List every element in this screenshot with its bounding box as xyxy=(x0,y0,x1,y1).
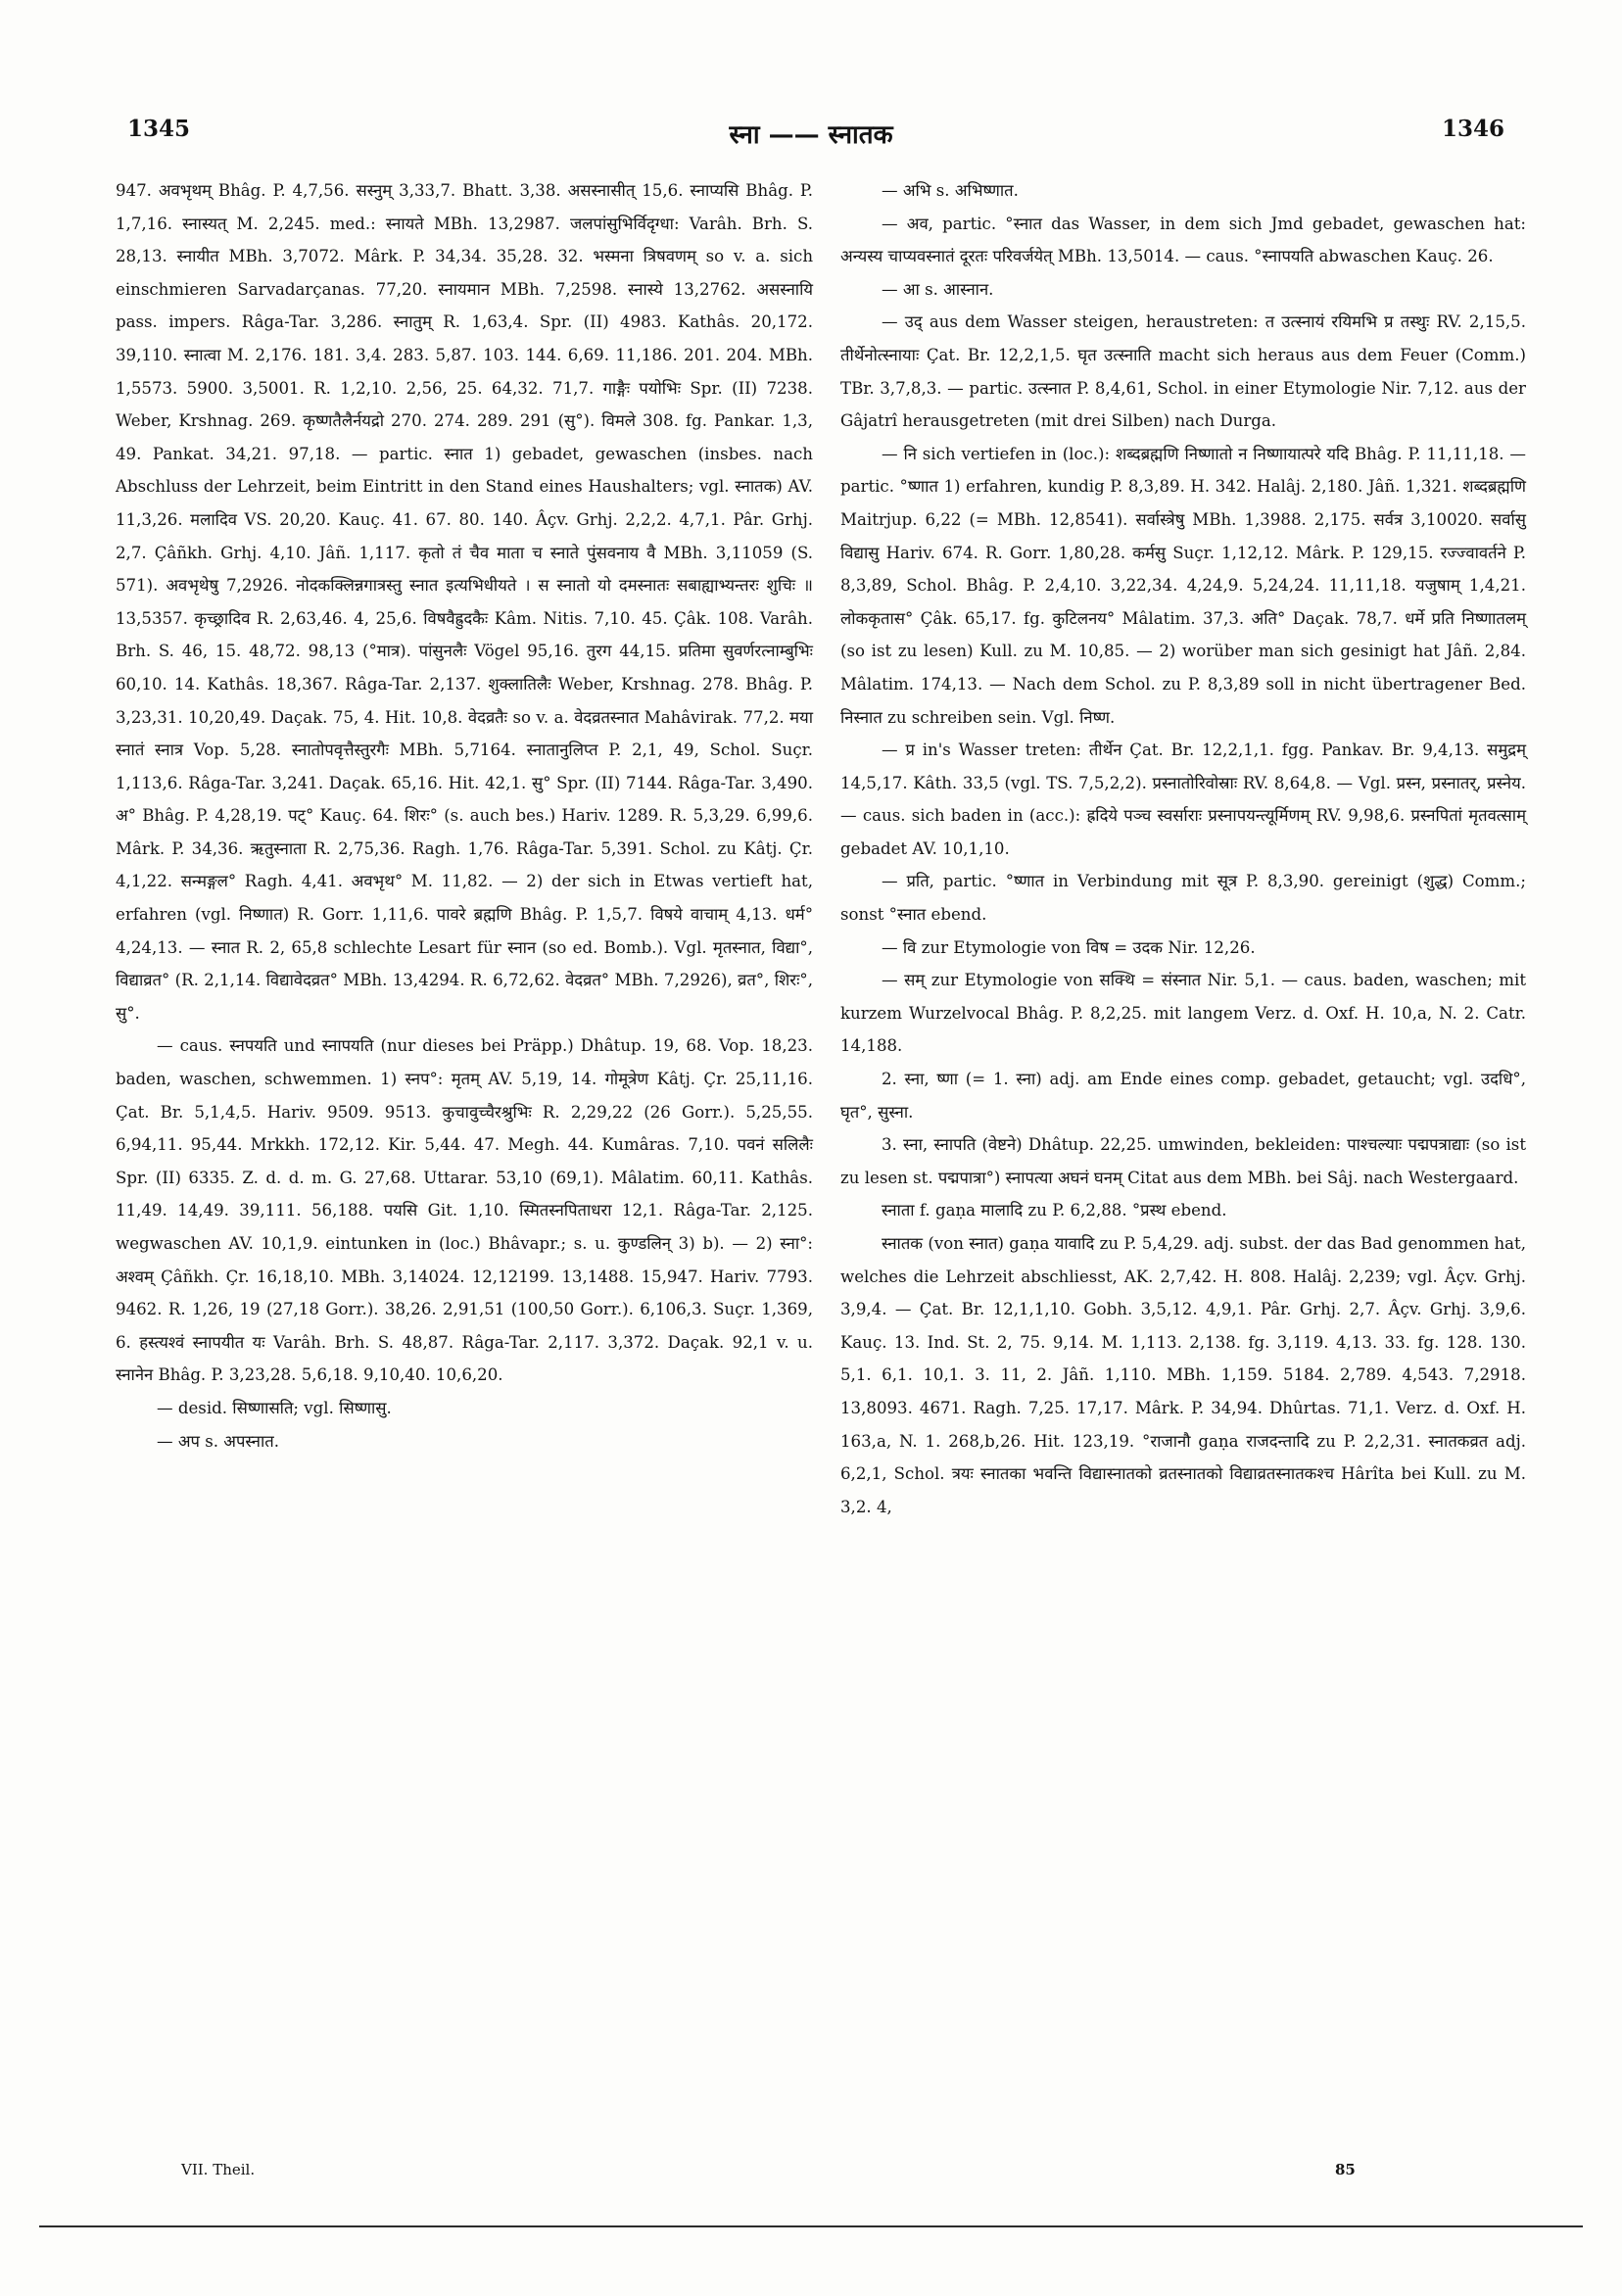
entry-paragraph: 947. अवभृथम् Bhâg. P. 4,7,56. सस्नुम् 3,33,7. Bhatt. 3,38. असस्नासीत् 15,6. स्नाप्यसि Bhâg. P. 1,7,16. स्नास्यत् M. 2,245. med.: स्नायते MBh. 13,2987. जलपांसुभिर्विदृग्धा: Varâh. Brh. S. 28,13. स्नायीत MBh. 3,7072. Mârk. P. 34,34. 35,28. 32. भस्मना त्रिषवणम् so v. a. sich einschmieren Sarvadarçanas. 77,20. स्नायमान MBh. 7,2598. स्नास्ये 13,2762. असस्नायि pass. impers. Râga-Tar. 3,286. स्नातुम् R. 1,63,4. Spr. (II) 4983. Kathâs. 20,172. 39,110. स्नात्वा M. 2,176. 181. 3,4. 283. 5,87. 103. 144. 6,69. 11,186. 201. 204. MBh. 1,5573. 5900. 3,5001. R. 1,2,10. 2,56, 25. 64,32. 71,7. गाङ्गैः पयोभिः Spr. (II) 7238. Weber, Krshnag. 269. कृष्णतैलैर्नयद्रो 270. 274. 289. 291 (सु°). विमले 308. fg. Pankar. 1,3, 49. Pankat. 34,21. 97,18. — partic. स्नात 1) gebadet, gewaschen (insbes. nach Abschluss der Lehrzeit, beim Eintritt in den Stand eines Haushalters; vgl. स्नातक) AV. 11,3,26. मलादिव VS. 20,20. Kauç. 41. 67. 80. 140. Âçv. Grhj. 2,2,2. 4,7,1. Pâr. Grhj. 2,7. Çâñkh. Grhj. 4,10. Jâñ. 1,117. कृतो तं चैव माता च स्नाते पुंसवनाय वै MBh. 3,11059 (S. 571). अवभृथेषु 7,2926. नोदकक्लिन्नगात्रस्तु स्नात इत्यभिधीयते । स स्नातो यो दमस्नातः सबाह्याभ्यन्तरः शुचिः ॥ 13,5357. कृच्छ्रादिव R. 2,63,46. 4, 25,6. विषवैह्रुदकैः Kâm. Nitis. 7,10. 45. Çâk. 108. Varâh. Brh. S. 46, 15. 48,72. 98,13 (°मात्र). पांसुनलैः Vögel 95,16. तुरग 44,15. प्रतिमा सुवर्णरत्नाम्बुभिः 60,10. 14. Kathâs. 18,367. Râga-Tar. 2,137. शुक्लातिलैः Weber, Krshnag. 278. Bhâg. P. 3,23,31. 10,20,49. Daçak. 75, 4. Hit. 10,8. वेदव्रतैः so v. a. वेदव्रतस्नात Mahâvirak. 77,2. मया स्नातं स्नात्र Vop. 5,28. स्नातोपवृत्तैस्तुरगैः MBh. 5,7164. स्नातानुलिप्त P. 2,1, 49, Schol. Suçr. 1,113,6. Râga-Tar. 3,241. Daçak. 65,16. Hit. 42,1. सु° Spr. (II) 7144. Râga-Tar. 3,490. अ° Bhâg. P. 4,28,19. पट्° Kauç. 64. शिरः° (s. auch bes.) Hariv. 1289. R. 5,3,29. 6,99,6. Mârk. P. 34,36. ऋतुस्नाता R. 2,75,36. Ragh. 1,76. Râga-Tar. 5,391. Schol. zu Kâtj. Çr. 4,1,22. सन्मङ्गल° Ragh. 4,41. अवभृथ° M. 11,82. — 2) der sich in Etwas vertieft hat, erfahren (vgl. निष्णात) R. Gorr. 1,11,6. पावरे ब्रह्मणि Bhâg. P. 1,5,7. विषये वाचाम् 4,13. धर्म° 4,24,13. — स्नात R. 2, 65,8 schlechte Lesart für स्नान (so ed. Bomb.). Vgl. मृतस्नात, विद्या°, विद्याव्रत° (R. 2,1,14. विद्यावेदव्रत° MBh. 13,4294. R. 6,72,62. वेदव्रत° MBh. 7,2926), व्रत°, शिरः°, सु°. xyxy=(116,181,813,1023)
signature-mark: 85 xyxy=(1335,2161,1356,2178)
entry-paragraph: — desid. सिष्णासति; vgl. सिष्णासु. xyxy=(157,1398,392,1417)
running-header: स्ना —— स्नातक xyxy=(729,120,893,150)
entry-paragraph: — अप s. अपस्नात. xyxy=(157,1431,279,1451)
bottom-rule xyxy=(39,2225,1583,2227)
entry-paragraph: — अभि s. अभिष्णात. xyxy=(882,181,1019,200)
page-number-right: 1346 xyxy=(1441,116,1504,142)
page-number-left: 1345 xyxy=(127,116,191,142)
entry-paragraph: — प्र in's Wasser treten: तीर्थेन Çat. Br. 12,2,1,1. fgg. Pankav. Br. 9,4,13. समुद्रम् 14,5,17. Kâth. 33,5 (vgl. TS. 7,5,2,2). प्रस्नातोरिवोस्राः RV. 8,64,8. — Vgl. प्रस्न, प्रस्नातर्, प्रस्नेय. — caus. sich baden in (acc.): ह्रदिये पञ्च स्वर्साराः प्रस्नापयन्त्यूर्मिणम् RV. 9,98,6. प्रस्नपितां मृतवत्साम् gebadet AV. 10,1,10. xyxy=(840,741,1526,858)
volume-label: VII. Theil. xyxy=(181,2161,256,2178)
left-column xyxy=(116,174,813,1458)
entry-paragraph: — नि sich vertiefen in (loc.): शब्दब्रह्मणि निष्णातो न निष्णायात्परे यदि Bhâg. P. 11,11,18. — partic. °ष्णात 1) erfahren, kundig P. 8,3,89. H. 342. Halâj. 2,180. Jâñ. 1,321. शब्दब्रह्मणि Maitrjup. 6,22 (= MBh. 12,8541). सर्वास्त्रेषु MBh. 1,3988. 2,175. सर्वत्र 3,10020. सर्वासु विद्यासु Hariv. 674. R. Gorr. 1,80,28. कर्मसु Suçr. 1,12,12. Mârk. P. 129,15. रज्ज्वावर्तने P. 8,3,89, Schol. Bhâg. P. 2,4,10. 3,22,34. 4,24,9. 5,24,24. 11,11,18. यजुषाम् 1,4,21. लोककृतास° Çâk. 65,17. fg. कुटिलनय° Mâlatim. 37,3. अति° Daçak. 78,7. धर्मे प्रति निष्णातलम् (so ist zu lesen) Kull. zu M. 10,85. — 2) worüber man sich gesinigt hat Jâñ. 2,84. Mâlatim. 174,13. — Nach dem Schol. zu P. 8,3,89 soll in nicht übertragener Bed. निस्नात zu schreiben sein. Vgl. निष्ण. xyxy=(840,444,1526,727)
entry-paragraph: 2. स्ना, ष्णा (= 1. स्ना) adj. am Ende eines comp. gebadet, getaucht; vgl. उदधि°, घृत°, सुस्ना. xyxy=(840,1070,1526,1122)
entry-paragraph: — वि zur Etymologie von विष = उदक Nir. 12,26. xyxy=(882,937,1256,957)
entry-paragraph: स्नाता f. gaṇa मालादि zu P. 6,2,88. °प्रस्थ ebend. xyxy=(882,1201,1227,1220)
entry-paragraph: — उद् aus dem Wasser steigen, heraustreten: त उत्स्नायं रयिमभि प्र तस्थुः RV. 2,15,5. तीर्थेनोत्स्नायाः Çat. Br. 12,2,1,5. घृत उत्स्नाति macht sich heraus aus dem Feuer (Comm.) TBr. 3,7,8,3. — partic. उत्स्नात P. 8,4,61, Schol. in einer Etymologie Nir. 7,12. aus der Gâjatrî herausgetreten (mit drei Silben) nach Durga. xyxy=(840,312,1526,431)
entry-paragraph: — प्रति, partic. °ष्णात in Verbindung mit सूत्र P. 8,3,90. gereinigt (शुद्ध) Comm.; sonst °स्नात ebend. xyxy=(840,872,1526,925)
entry-paragraph: स्नातक (von स्नात) gaṇa यावादि zu P. 5,4,29. adj. subst. der das Bad genommen hat, welches die Lehrzeit abschliesst, AK. 2,7,42. H. 808. Halâj. 2,239; vgl. Âçv. Grhj. 3,9,4. — Çat. Br. 12,1,1,10. Gobh. 3,5,12. 4,9,1. Pâr. Grhj. 2,7. Âçv. Grhj. 3,9,6. Kauç. 13. Ind. St. 2, 75. 9,14. M. 1,113. 2,138. fg. 3,119. 4,13. 33. fg. 128. 130. 5,1. 6,1. 10,1. 3. 11, 2. Jâñ. 1,110. MBh. 1,159. 5184. 2,789. 4,543. 7,2918. 13,8093. 4671. Ragh. 7,25. 17,17. Mârk. P. 34,94. Dhûrtas. 71,1. Verz. d. Oxf. H. 163,a, N. 1. 268,b,26. Hit. 123,19. °राजानौ gaṇa राजदन्तादि zu P. 2,2,31. स्नातकव्रत adj. 6,2,1, Schol. त्रयः स्नातका भवन्ति विद्यास्नातको व्रतस्नातको विद्याव्रतस्नातकश्च Hârîta bei Kull. zu M. 3,2. 4, xyxy=(840,1234,1526,1516)
entry-paragraph: — सम् zur Etymologie von सक्थि = संस्नात Nir. 5,1. — caus. baden, waschen; mit kurzem Wurzelvocal Bhâg. P. 8,2,25. mit langem Verz. d. Oxf. H. 10,a, N. 2. Catr. 14,188. xyxy=(840,971,1526,1056)
entry-paragraph: 3. स्ना, स्नापति (वेष्टने) Dhâtup. 22,25. umwinden, bekleiden: पाश्चल्याः पद्मपत्राद्याः (so ist zu lesen st. पद्मपात्रा°) स्नापत्या अघनं घनम् Citat aus dem MBh. bei Sâj. nach Westergaard. xyxy=(840,1135,1526,1187)
entry-paragraph: — आ s. आस्नान. xyxy=(882,279,994,299)
entry-paragraph: — अव, partic. °स्नात das Wasser, in dem sich Jmd gebadet, gewaschen hat: अन्यस्य चाप्यवस्नातं दूरतः परिवर्जयेत् MBh. 13,5014. — caus. °स्नापयति abwaschen Kauç. 26. xyxy=(840,214,1526,266)
right-column xyxy=(840,174,1526,1523)
entry-paragraph: — caus. स्नपयति und स्नापयति (nur dieses bei Präpp.) Dhâtup. 19, 68. Vop. 18,23. baden, waschen, schwemmen. 1) स्नप°: मृतम् AV. 5,19, 14. गोमूत्रेण Kâtj. Çr. 25,11,16. Çat. Br. 5,1,4,5. Hariv. 9509. 9513. कुचावुच्चैरश्रुभिः R. 2,29,22 (26 Gorr.). 5,25,55. 6,94,11. 95,44. Mrkkh. 172,12. Kir. 5,44. 47. Megh. 44. Kumâras. 7,10. पवनं सलिलैः Spr. (II) 6335. Z. d. d. m. G. 27,68. Uttarar. 53,10 (69,1). Mâlatim. 60,11. Kathâs. 11,49. 14,49. 39,111. 56,188. पयसि Git. 1,10. स्मितस्नपिताधरा 12,1. Râga-Tar. 2,125. wegwaschen AV. 10,1,9. eintunken in (loc.) Bhâvapr.; s. u. कुण्डलिन् 3) b). — 2) स्ना°: अश्वम् Çâñkh. Çr. 16,18,10. MBh. 3,14024. 12,12199. 13,1488. 15,947. Hariv. 7793. 9462. R. 1,26, 19 (27,18 Gorr.). 38,26. 2,91,51 (100,50 Gorr.). 6,106,3. Suçr. 1,369, 6. हस्त्यश्वं स्नापयीत यः Varâh. Brh. S. 48,87. Râga-Tar. 2,117. 3,372. Daçak. 92,1 v. u. स्नानेन Bhâg. P. 3,23,28. 5,6,18. 9,10,40. 10,6,20. xyxy=(116,1036,813,1385)
